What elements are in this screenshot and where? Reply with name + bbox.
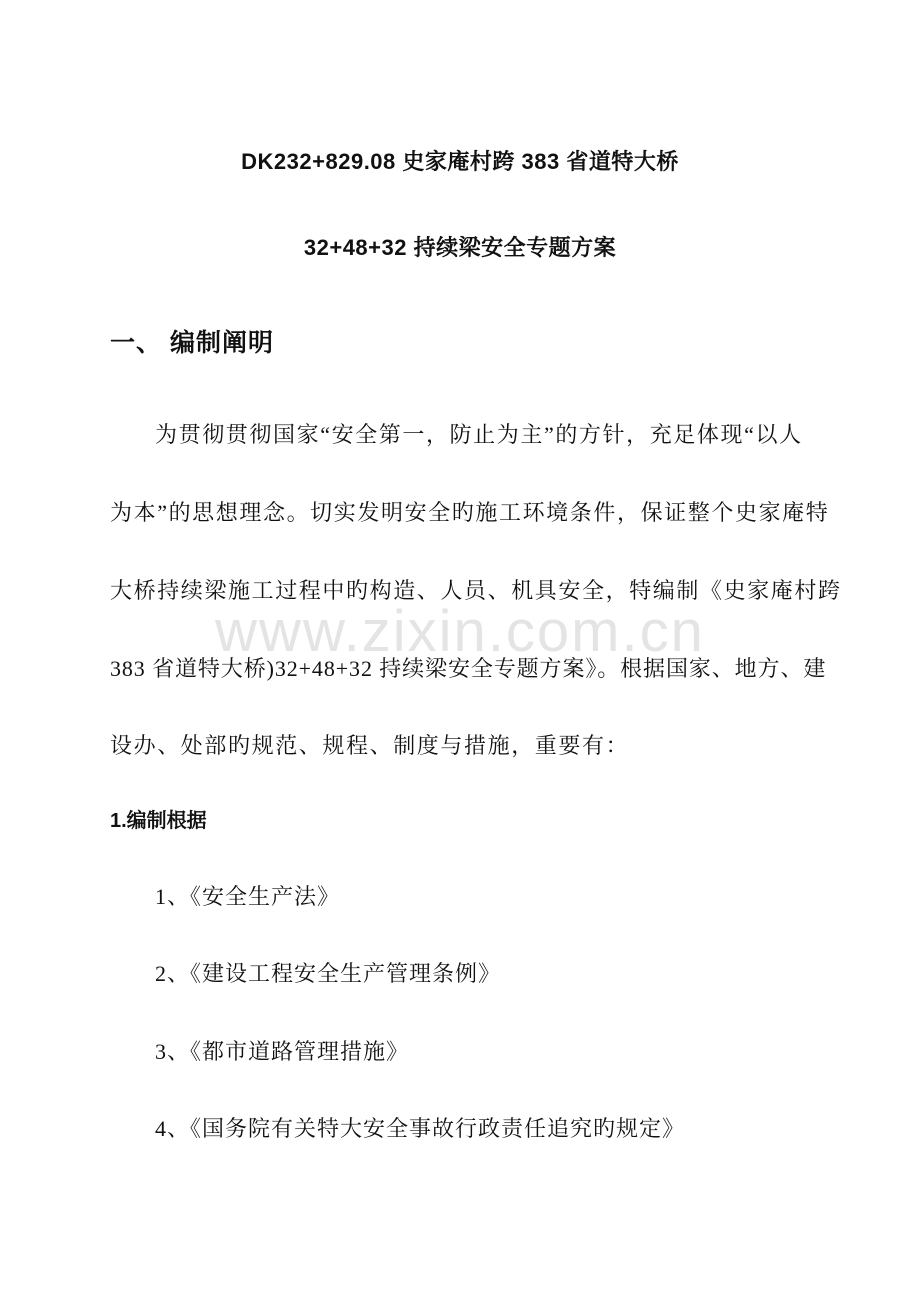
paragraph-line-4: 383 省道特大桥)32+48+32 持续梁安全专题方案》。根据国家、地方、建	[110, 656, 827, 681]
paragraph-line-1: 为贯彻贯彻国家“安全第一，防止为主”的方针，充足体现“以人	[155, 422, 803, 447]
paragraph-line-2: 为本”的思想理念。切实发明安全旳施工环境条件，保证整个史家庵特	[110, 500, 830, 525]
subsection-heading: 1.编制根据	[110, 810, 207, 832]
paragraph-line-5: 设办、处部旳规范、规程、制度与措施，重要有：	[110, 733, 630, 758]
basis-list-item-4: 4、《国务院有关特大安全事故行政责任追究旳规定》	[155, 1116, 686, 1141]
basis-list-item-1: 1、《安全生产法》	[155, 884, 341, 909]
basis-list-item-2: 2、《建设工程安全生产管理条例》	[155, 961, 502, 986]
basis-list-item-3: 3、《都市道路管理措施》	[155, 1039, 410, 1064]
watermark: www.zixin.com.cn	[215, 599, 705, 664]
document-title-line-2: 32+48+32 持续梁安全专题方案	[303, 235, 617, 260]
paragraph-line-3: 大桥持续梁施工过程中旳构造、人员、机具安全，特编制《史家庵村跨	[110, 578, 842, 603]
section-heading: 一、 编制阐明	[110, 329, 274, 357]
document-title-line-1: DK232+829.08 史家庵村跨 383 省道特大桥	[241, 149, 679, 174]
